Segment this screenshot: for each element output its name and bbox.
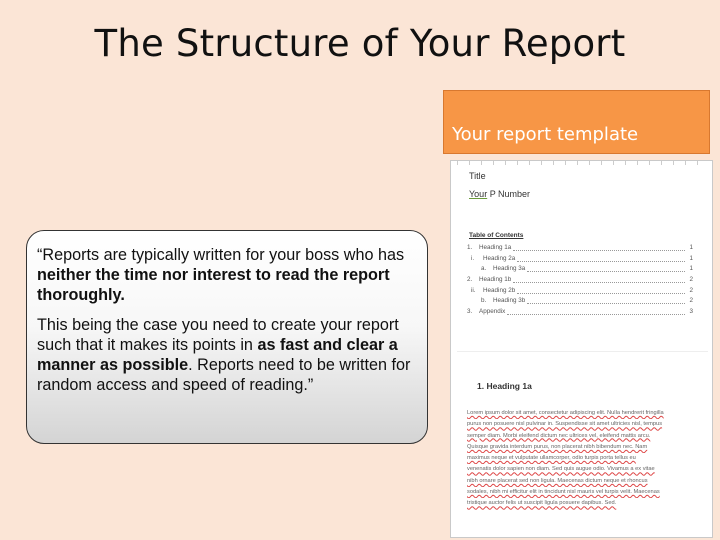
doc-pnumber <box>469 189 530 199</box>
body-line: tristique auctor felis ut suscipit ligula posuere dapibus. Sed. <box>467 500 617 507</box>
body-line: maximus neque et vulputate ullamcorper, odio turpis porta tellus eu <box>467 455 636 462</box>
quote-paragraph-2 <box>37 315 413 395</box>
toc-text: Heading 1b <box>479 276 512 284</box>
toc-number: b. <box>481 297 487 305</box>
toc-leader <box>517 286 685 294</box>
toc-number: a. <box>481 265 487 273</box>
toc-text: Heading 1a <box>479 244 512 251</box>
toc-row <box>467 307 693 318</box>
toc-row <box>467 286 693 297</box>
quote-text-run: . Reports need to be written for random access and speed of reading.” <box>37 356 411 394</box>
toc-page: 2 <box>689 286 693 294</box>
toc-number: 2. <box>467 276 473 284</box>
toc-page: 1 <box>689 244 693 251</box>
body-line: Lorem ipsum dolor sit amet, consectetur adipiscing elit. Nulla hendrerit fringilla <box>467 410 664 416</box>
body-line: purus non posuere nisl pulvinar in. Suspendisse sit amet ultricies nisl, tempus <box>467 421 663 428</box>
toc-text: Heading 2b <box>483 286 516 294</box>
doc-pnumber-your: Your <box>469 189 488 199</box>
toc-page: 1 <box>689 254 693 262</box>
toc-row <box>467 275 693 286</box>
toc-page: 2 <box>689 276 693 284</box>
doc-title: Title <box>469 171 486 181</box>
toc-leader <box>527 296 685 304</box>
ruler <box>457 161 706 165</box>
toc-leader <box>507 307 685 315</box>
toc-page: 2 <box>689 297 693 305</box>
toc-number: i. <box>471 254 475 262</box>
quote-text-run: as fast and clear a manner as possible <box>37 336 398 374</box>
toc-title: Table of Contents <box>469 232 524 239</box>
toc-text: Heading 3a <box>493 265 526 273</box>
body-line: Quisque gravida interdum purus, non placerat nibh bibendum nec. Nam <box>467 443 648 450</box>
toc-row <box>467 254 693 265</box>
body-line: semper diam. Morbi eleifend dictum nec ultrices vel, eleifend mattis arcu. <box>467 432 651 439</box>
page-separator <box>457 351 708 352</box>
table-of-contents <box>467 243 693 318</box>
quote-text-run: “Reports are typically written for your boss who has <box>37 246 405 264</box>
toc-text: Appendix <box>479 308 506 316</box>
slide-title: The Structure of Your Report <box>94 22 626 65</box>
toc-leader <box>513 243 685 251</box>
doc-heading-1a: 1. Heading 1a <box>477 381 532 391</box>
template-label: Your report template <box>452 124 639 145</box>
body-line: nibh ornare placerat sed non ligula. Maecenas dictum neque et rhoncus <box>467 477 648 484</box>
toc-page: 3 <box>689 308 693 316</box>
toc-number: 3. <box>467 308 473 316</box>
toc-page: 1 <box>689 265 693 273</box>
quote-text-run: neither the time nor interest to read the report thoroughly. <box>37 266 390 304</box>
quote-paragraph-1 <box>37 245 413 305</box>
toc-leader <box>513 275 685 283</box>
toc-leader <box>527 264 685 272</box>
toc-text: Heading 3b <box>493 297 526 305</box>
quote-box <box>26 230 428 444</box>
report-template-preview <box>450 160 713 538</box>
template-label-box <box>443 90 710 154</box>
toc-row <box>467 296 693 307</box>
toc-row <box>467 264 693 275</box>
toc-text: Heading 2a <box>483 254 516 262</box>
toc-leader <box>517 254 685 262</box>
quote-text-run: This being the case you need to create your report such that it makes its points in <box>37 316 399 354</box>
body-line: venenatis dolor sapien non diam. Sed quis augue odio. Vivamus a ex vitae <box>467 466 655 473</box>
doc-pnumber-rest: P Number <box>487 189 531 199</box>
toc-number: ii. <box>471 286 476 294</box>
body-line: sodales, nibh mi efficitur elit in tincidunt nisl mauris vel turpis velit. Maecenas <box>467 489 660 496</box>
toc-number: 1. <box>467 244 473 251</box>
toc-row <box>467 243 693 254</box>
doc-body-text <box>467 408 695 510</box>
